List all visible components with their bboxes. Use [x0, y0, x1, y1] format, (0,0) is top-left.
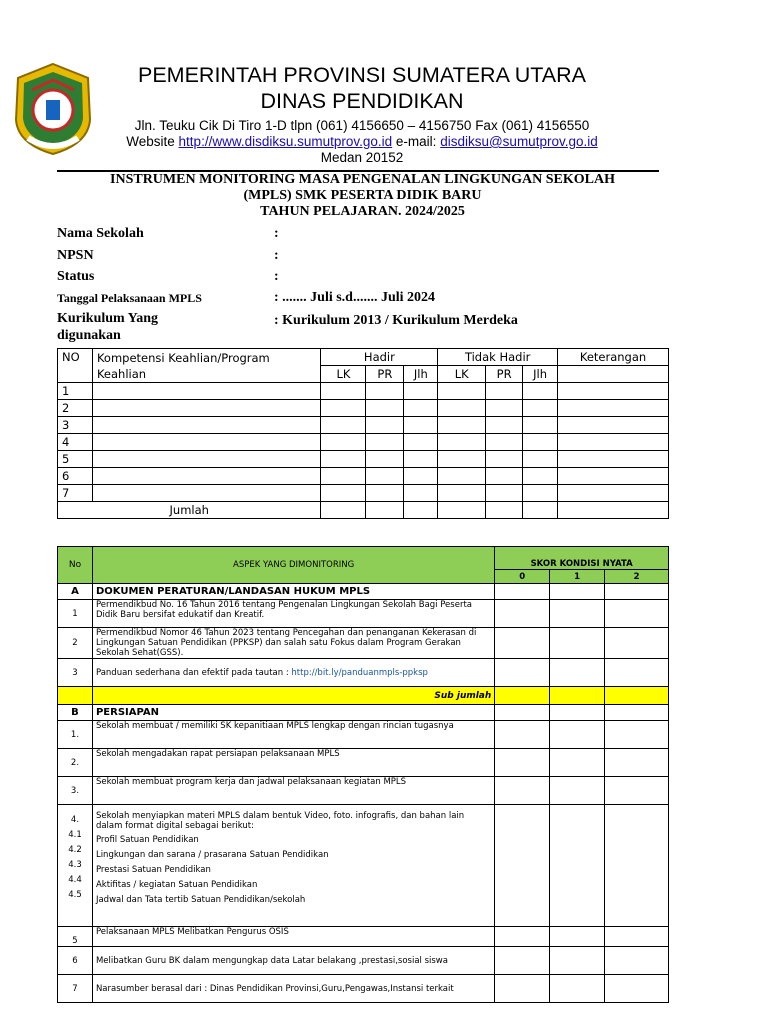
header-tidak-lk: LK	[438, 366, 486, 383]
header-hadir-jlh: Jlh	[404, 366, 438, 383]
header-score-1: 1	[550, 570, 605, 584]
agency-name: DINAS PENDIDIKAN	[260, 89, 464, 113]
label-kurikulum: Kurikulum Yang digunakan	[57, 311, 159, 343]
value-tanggal: : ....... Juli s.d....... Juli 2024	[274, 290, 436, 305]
header-tidak-pr: PR	[486, 366, 523, 383]
table-row: 3. Sekolah membuat program kerja dan jadwal pelaksanaan kegiatan MPLS	[58, 777, 669, 805]
sub-jumlah-label: Sub jumlah	[92, 687, 494, 705]
website-link[interactable]: http://www.disdiksu.sumutprov.go.id	[178, 134, 393, 149]
jumlah-label: Jumlah	[58, 502, 321, 519]
header-score-2: 2	[605, 570, 669, 584]
header-keterangan: Keterangan	[558, 349, 669, 366]
section-a-title: DOKUMEN PERATURAN/LANDASAN HUKUM MPLS	[92, 584, 494, 600]
header-kompetensi: Kompetensi Keahlian/Program Keahlian	[92, 349, 321, 383]
colon-status: :	[274, 269, 279, 284]
email-link[interactable]: disdiksu@sumutprov.go.id	[440, 134, 598, 149]
label-tanggal: Tanggal Pelaksanaan MPLS	[57, 291, 202, 305]
street-address: Jln. Teuku Cik Di Tiro 1-D tlpn (061) 4156650 – 4156750 Fax (061) 4156550	[134, 118, 590, 133]
table-row: 3	[58, 417, 669, 434]
table-row: 2 Permendikbud Nomor 46 Tahun 2023 tentang Pencegahan dan penanganan Kekerasan di Lingkungan Satuan Pendidikan (PPKSP) dan salah satu Fokus dalam Program Gerakan Sekolah Sehat(GSS).	[58, 628, 669, 659]
table-row: 6 Melibatkan Guru BK dalam mengungkap data Latar belakang ,prestasi,sosial siswa	[58, 947, 669, 975]
label-nama-sekolah: Nama Sekolah	[57, 226, 144, 241]
value-kurikulum: : Kurikulum 2013 / Kurikulum Merdeka	[274, 313, 518, 328]
header-hadir: Hadir	[321, 349, 438, 366]
jumlah-row	[58, 502, 669, 519]
city: Medan 20152	[320, 150, 404, 165]
subtotal-row	[58, 687, 669, 705]
header-score-0: 0	[495, 570, 550, 584]
label-npsn: NPSN	[57, 248, 94, 263]
table-row: 5 Pelaksanaan MPLS Melibatkan Pengurus OSIS	[58, 927, 669, 947]
table-row: 7	[58, 485, 669, 502]
table-row: 5	[58, 451, 669, 468]
table-row: 1	[58, 383, 669, 400]
website-label: Website	[126, 134, 175, 149]
table-row: 2. Sekolah mengadakan rapat persiapan pelaksanaan MPLS	[58, 749, 669, 777]
header-tidak-jlh: Jlh	[523, 366, 558, 383]
label-status: Status	[57, 269, 95, 284]
header-hadir-lk: LK	[321, 366, 366, 383]
email-label: e-mail:	[395, 134, 437, 149]
header-no: No	[58, 547, 93, 584]
table-row: 4. 4.1 4.2 4.3 4.4 4.5 Sekolah menyiapkan materi MPLS dalam bentuk Video, foto. infografis, dan bahan lain dalam format digital sebagai berikut: Profil Satuan Pendidikan Lingkungan dan sarana / prasarana Satuan Pendidikan Prestasi Satuan Pendidikan Aktifitas / kegiatan Satuan Pendidikan Jadwal dan Tata tertib Satuan Pendidikan/sekolah	[58, 805, 669, 927]
table-row: 2	[58, 400, 669, 417]
gov-name: PEMERINTAH PROVINSI SUMATERA UTARA	[138, 63, 586, 87]
header-tidak-hadir: Tidak Hadir	[438, 349, 558, 366]
section-b-code: B	[58, 705, 93, 721]
header-keterangan-blank	[558, 366, 669, 383]
table-row: 7 Narasumber berasal dari : Dinas Pendidikan Provinsi,Guru,Pengawas,Instansi terkait	[58, 975, 669, 1003]
attendance-table	[57, 348, 669, 519]
header-hadir-pr: PR	[366, 366, 404, 383]
section-a-code: A	[58, 584, 93, 600]
header-no: NO	[58, 349, 93, 383]
provincial-seal-logo	[10, 60, 96, 156]
monitoring-table	[57, 546, 669, 1003]
table-row: 1 Permendikbud No. 16 Tahun 2016 tentang Pengenalan Lingkungan Sekolah Bagi Peserta Didik Baru bersifat edukatif dan Kreatif.	[58, 600, 669, 628]
title-line-1: INSTRUMEN MONITORING MASA PENGENALAN LINGKUNGAN SEKOLAH	[110, 172, 615, 187]
panduan-link[interactable]: http://bit.ly/panduanmpls-ppksp	[291, 667, 428, 678]
table-row: 1. Sekolah membuat / memiliki SK kepanitiaan MPLS lengkap dengan rincian tugasnya	[58, 721, 669, 749]
table-row: 4	[58, 434, 669, 451]
header-skor: SKOR KONDISI NYATA	[495, 547, 669, 570]
header-aspek: ASPEK YANG DIMONITORING	[92, 547, 494, 584]
title-line-2: (MPLS) SMK PESERTA DIDIK BARU	[243, 188, 482, 203]
table-row: 3 Panduan sederhana dan efektif pada tautan : http://bit.ly/panduanmpls-ppksp	[58, 659, 669, 687]
letterhead-address	[112, 118, 612, 166]
table-row: 6	[58, 468, 669, 485]
letterhead-header	[112, 62, 612, 114]
colon-nama-sekolah: :	[274, 226, 279, 241]
title-line-3: TAHUN PELAJARAN. 2024/2025	[260, 204, 465, 219]
document-title	[57, 172, 668, 220]
section-b-title: PERSIAPAN	[92, 705, 494, 721]
colon-npsn: :	[274, 248, 279, 263]
